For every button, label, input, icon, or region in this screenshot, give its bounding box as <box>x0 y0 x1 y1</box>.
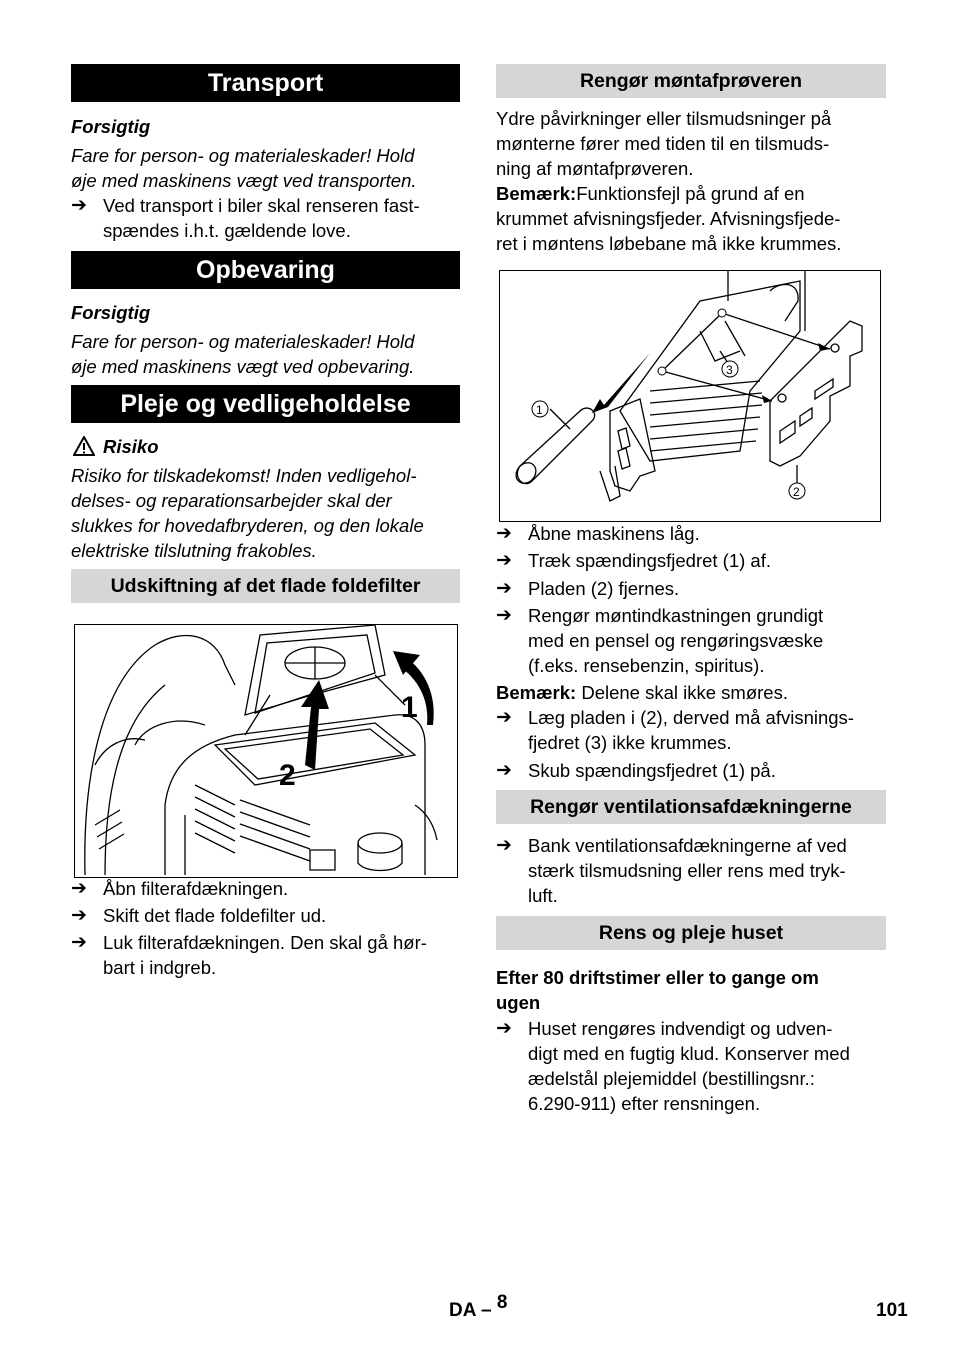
subheading-line: ugen <box>496 992 541 1013</box>
section-heading-storage: Opbevaring <box>71 251 460 289</box>
section-heading-transport: Transport <box>71 64 460 102</box>
caution-text-line: Fare for person- og materialeskader! Hold <box>71 331 415 352</box>
risk-text-line: slukkes for hovedafbryderen, og den lokale <box>71 515 424 536</box>
paragraph-line: ning af møntafprøveren. <box>496 158 694 179</box>
note-line: krummet afvisningsfjeder. Afvisningsfjede- <box>496 208 841 229</box>
subheading-line: Efter 80 driftstimer eller to gange om <box>496 967 819 988</box>
figure-callout: 2 <box>793 485 800 499</box>
section-heading-care: Pleje og vedligeholdelse <box>71 385 460 423</box>
list-item: ➔ Pladen (2) fjernes. <box>496 578 680 599</box>
global-page-number: 101 <box>876 1300 908 1321</box>
warning-triangle-icon <box>73 436 95 456</box>
subsection-heading-coin-tester: Rengør møntafprøveren <box>496 64 886 98</box>
list-item: ➔ Luk filterafdækningen. Den skal gå hør- bart i indgreb. <box>71 932 427 978</box>
arrow-right-icon: ➔ <box>496 707 512 728</box>
footer-dash: – <box>481 1300 492 1321</box>
note-label: Bemærk: <box>496 183 577 204</box>
list-item: ➔ Bank ventilationsafdækningerne af ved stærk tilsmudsning eller rens med tryk- luft. <box>496 835 847 906</box>
subsection-heading-housing: Rens og pleje huset <box>496 916 886 950</box>
caution-text-line: Fare for person- og materialeskader! Hold <box>71 145 415 166</box>
risk-text-line: delses- og reparationsarbejder skal der <box>71 490 392 511</box>
note-line: ret i møntens løbebane må ikke krummes. <box>496 233 842 254</box>
coin-tester-illustration <box>500 271 880 521</box>
caution-text-line: øje med maskinens vægt ved opbevaring. <box>71 356 415 377</box>
figure-callout: 1 <box>536 403 543 417</box>
arrow-right-icon: ➔ <box>71 195 87 216</box>
arrow-right-icon: ➔ <box>496 605 512 626</box>
arrow-right-icon: ➔ <box>71 932 87 953</box>
page-footer-local <box>449 1292 508 1323</box>
local-page-number: 8 <box>496 1292 508 1313</box>
list-item: ➔ Skub spændingsfjedret (1) på. <box>496 760 776 781</box>
arrow-right-icon: ➔ <box>496 523 512 544</box>
caution-label: Forsigtig <box>71 116 151 137</box>
arrow-right-icon: ➔ <box>496 1018 512 1039</box>
paragraph-line: Ydre påvirkninger eller tilsmudsninger på <box>496 108 832 129</box>
list-item: ➔ Ved transport i biler skal renseren fast- spændes i.h.t. gældende love. <box>71 195 420 241</box>
note-line: Bemærk: Delene skal ikke smøres. <box>496 682 788 703</box>
vacuum-filter-illustration <box>75 625 457 877</box>
arrow-right-icon: ➔ <box>496 578 512 599</box>
subsection-heading-filter: Udskiftning af det flade foldefilter <box>71 569 460 603</box>
arrow-right-icon: ➔ <box>496 760 512 781</box>
note-line: Bemærk:Funktionsfejl på grund af en <box>496 183 805 204</box>
caution-text-line: øje med maskinens vægt ved transporten. <box>71 170 417 191</box>
coin-tester-figure <box>499 270 881 522</box>
paragraph-line: mønterne fører med tiden til en tilsmuds- <box>496 133 830 154</box>
arrow-right-icon: ➔ <box>71 878 87 899</box>
arrow-right-icon: ➔ <box>71 905 87 926</box>
subsection-heading-ventilation: Rengør ventilationsafdækningerne <box>496 790 886 824</box>
list-item: ➔ Åbn filterafdækningen. <box>71 878 289 899</box>
list-item: ➔ Huset rengøres indvendigt og udven- digt med en fugtig klud. Konserver med ædelstål plejemiddel (bestillingsnr.: 6.290-911) efter rensningen. <box>496 1018 850 1114</box>
language-code: DA <box>449 1300 476 1321</box>
risk-text-line: Risiko for tilskadekomst! Inden vedligehol- <box>71 465 417 486</box>
figure-label: 1 <box>401 691 418 724</box>
figure-callout: 3 <box>726 363 733 377</box>
list-item: ➔ Læg pladen i (2), derved må afvisnings- fjedret (3) ikke krummes. <box>496 707 854 753</box>
filter-figure <box>74 624 458 878</box>
list-item: ➔ Skift det flade foldefilter ud. <box>71 905 327 926</box>
note-label: Bemærk: <box>496 682 577 703</box>
list-item: ➔ Træk spændingsfjedret (1) af. <box>496 550 771 571</box>
figure-label: 2 <box>279 759 296 792</box>
risk-text-line: elektriske tilslutning frakobles. <box>71 540 317 561</box>
list-item: ➔ Rengør møntindkastningen grundigt med en pensel og rengøringsvæske (f.eks. rensebenzin, spiritus). <box>496 605 824 676</box>
arrow-right-icon: ➔ <box>496 835 512 856</box>
arrow-right-icon: ➔ <box>496 550 512 571</box>
risk-label: Risiko <box>103 436 159 457</box>
caution-label: Forsigtig <box>71 302 151 323</box>
list-item: ➔ Åbne maskinens låg. <box>496 523 700 544</box>
